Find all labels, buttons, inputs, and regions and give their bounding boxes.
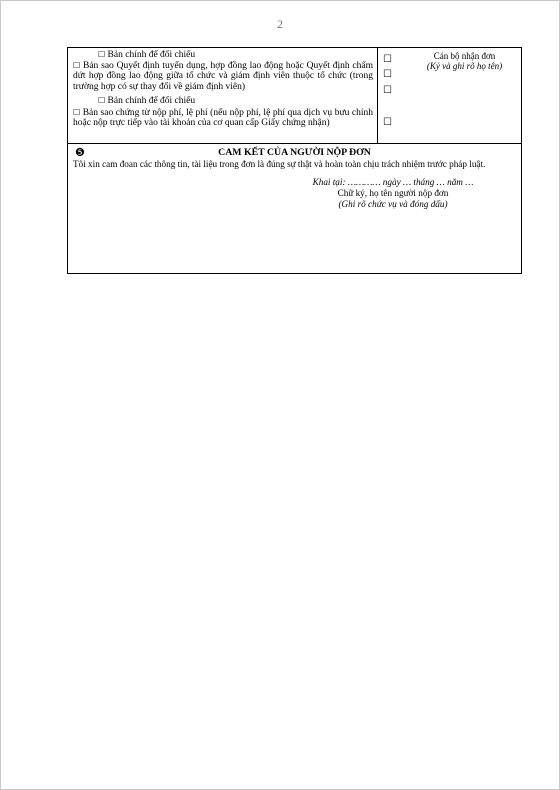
original-copy-line-2 [98,96,195,106]
original-copy-line-1 [98,50,195,60]
receiver-column [378,48,521,143]
form-table [67,47,522,274]
commitment-statement: Tôi xin cam đoan các thông tin, tài liệu trong đơn là đúng sự thật và hoàn toàn chịu trách nhiệm trước pháp luật. [73,159,486,169]
signature-label: Chữ ký, họ tên người nộp đơn [337,188,449,198]
receipt-checkbox-2[interactable]: ☐ [383,69,392,80]
section-number-5: ❺ [75,146,85,159]
document-item-fee-receipt-text: Bản sao chứng từ nộp phí, lệ phí (nếu nộp phí, lệ phí qua dịch vụ bưu chính hoặc nộp trực tiếp vào tài khoản của cơ quan cấp Giấy chứng nhận) [73,108,373,129]
receipt-checkbox-4[interactable]: ☐ [383,117,392,128]
receiver-title: Cán bộ nhận đơn [433,51,496,61]
signature-note: (Ghi rõ chức vụ và đóng dấu) [338,199,448,209]
original-copy-label: Bản chính để đối chiếu [107,50,196,60]
commitment-section [68,144,521,274]
original-copy-label: Bản chính để đối chiếu [107,96,196,106]
page-number: 2 [277,17,283,31]
document-item-fee-receipt [73,108,373,129]
receipt-checkbox-1[interactable]: ☐ [383,54,392,65]
checkbox-icon: ☐ [73,108,81,117]
documents-list [68,48,378,143]
checkbox-icon: ☐ [98,96,106,105]
receipt-checkbox-3[interactable]: ☐ [383,85,392,96]
checkbox-icon: ☐ [73,61,81,70]
checkbox-icon: ☐ [98,50,106,59]
document-item-contract [73,61,373,92]
documents-row [68,48,521,144]
commitment-title: CAM KẾT CỦA NGƯỜI NỘP ĐƠN [218,147,371,158]
document-item-contract-text: Bản sao Quyết định tuyển dụng, hợp đồng lao động hoặc Quyết định chấm dứt hợp đồng lao động giữa tổ chức và giám định viên thuộc tổ chức (trong trường hợp có sự thay đổi về giám định viên) [73,61,374,92]
receiver-note: (Ký và ghi rõ họ tên) [426,61,503,71]
place-date-line: Khai tại: ………… ngày … tháng … năm … [312,177,474,187]
